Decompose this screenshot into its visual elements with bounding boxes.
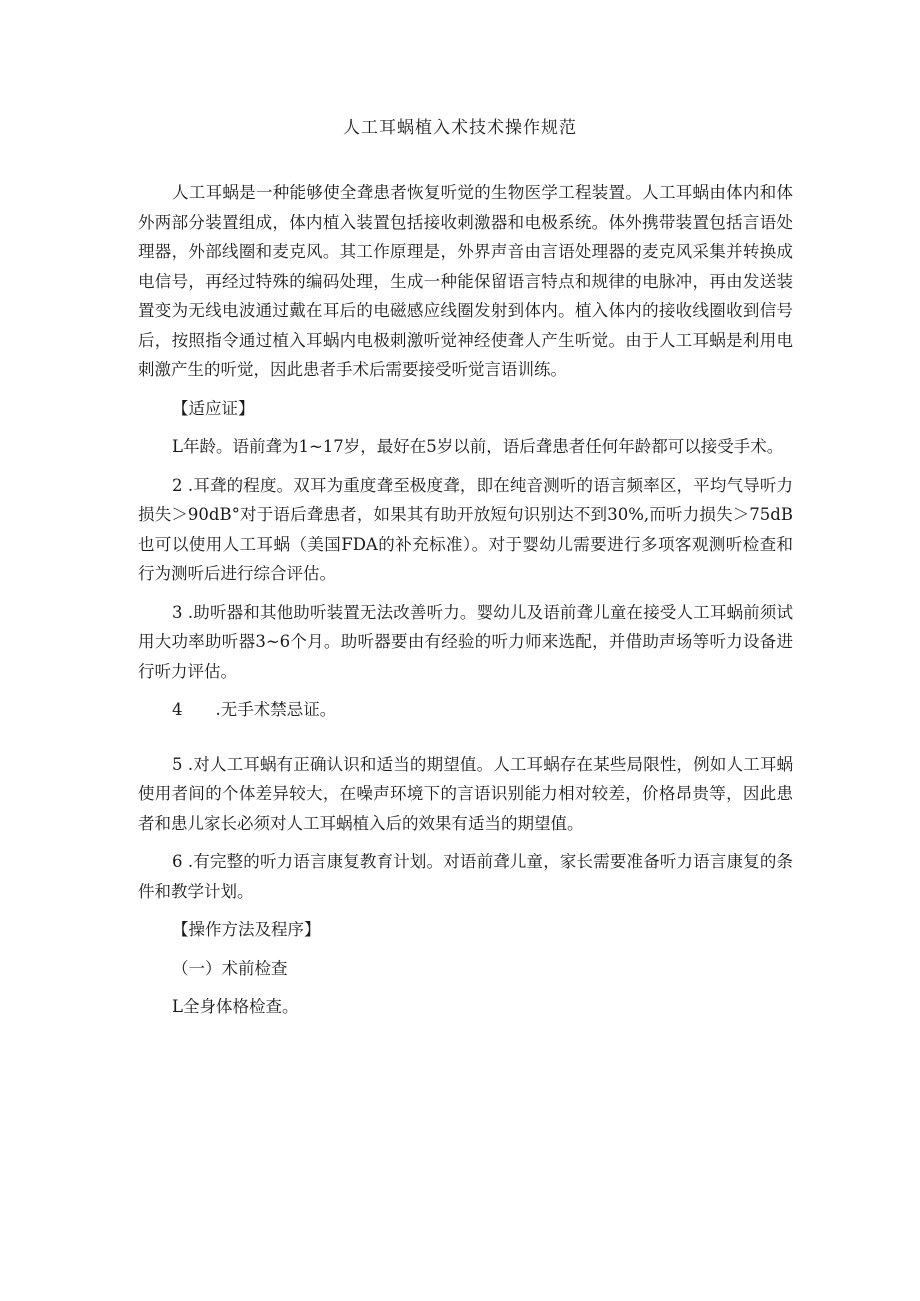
list-item: 4 .无手术禁忌证。 <box>172 700 337 719</box>
page-title: 人工耳蜗植入术技术操作规范 <box>343 118 577 138</box>
list-item: 6 .有完整的听力语言康复教育计划。对语前聋儿童，家长需要准备听力语言康复的条件和教学计划。 <box>138 852 793 901</box>
document-body <box>138 178 793 1031</box>
intro-paragraph: 人工耳蜗是一种能够使全聋患者恢复听觉的生物医学工程装置。人工耳蜗由体内和体外两部分装置组成，体内植入装置包括接收刺激器和电极系统。体外携带装置包括言语处理器，外部线圈和麦克风。其工作原理是，外界声音由言语处理器的麦克风采集并转换成电信号，再经过特殊的编码处理，生成一种能保留语言特点和规律的电脉冲，再由发送装置变为无线电波通过戴在耳后的电磁感应线圈发射到体内。植入体内的接收线圈收到信号后，按照指令通过植入耳蜗内电极刺激听觉神经使聋人产生听觉。由于人工耳蜗是利用电刺激产生的听觉，因此患者手术后需要接受听觉言语训练。 <box>138 183 793 379</box>
list-item: L年龄。语前聋为1~17岁，最好在5岁以前，语后聋患者任何年龄都可以接受手术。 <box>172 437 784 456</box>
list-item: L全身体格检查。 <box>172 997 299 1016</box>
list-item: 2 .耳聋的程度。双耳为重度聋至极度聋，即在纯音测听的语言频率区，平均气导听力损失＞90dB°对于语后聋患者，如果其有助开放短句识别达不到30%,而听力损失＞75dB也可以使用人工耳蜗（美国FDA的补充标准）。对于婴幼儿需要进行多项客观测听检查和行为测听后进行综合评估。 <box>138 475 793 583</box>
section-heading-procedure: 【操作方法及程序】 <box>172 920 321 939</box>
list-item: 5 .对人工耳蜗有正确认识和适当的期望值。人工耳蜗存在某些局限性，例如人工耳蜗使用者间的个体差异较大，在噪声环境下的言语识别能力相对较差，价格昂贵等，因此患者和患儿家长必须对人工耳蜗植入后的效果有适当的期望值。 <box>138 754 793 833</box>
list-item: 3 .助听器和其他助听装置无法改善听力。婴幼儿及语前聋儿童在接受人工耳蜗前须试用大功率助听器3~6个月。助听器要由有经验的听力师来选配，并借助声场等听力设备进行听力评估。 <box>138 602 793 681</box>
subsection-heading: （一）术前检查 <box>172 958 288 978</box>
section-heading-indications: 【适应证】 <box>172 398 255 418</box>
